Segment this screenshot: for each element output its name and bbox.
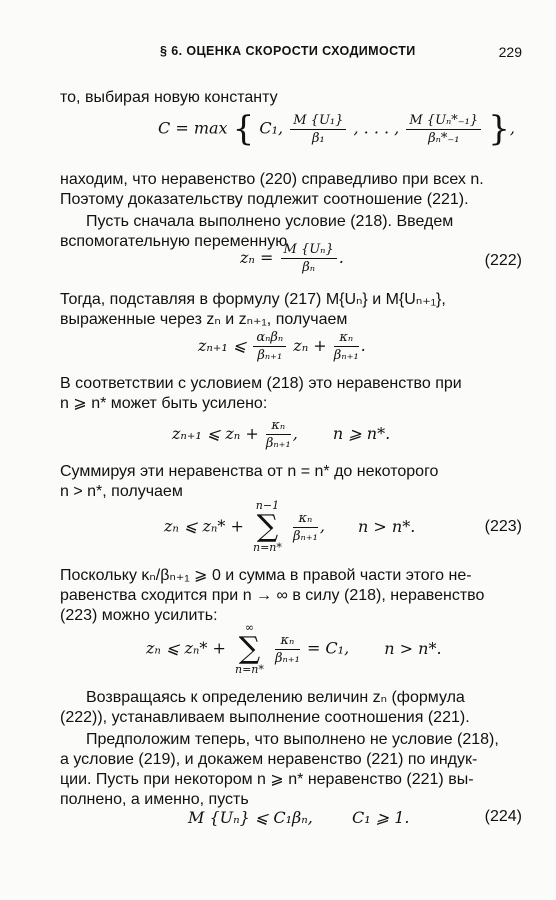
formula-text: zₙ ⩽ zₙ* +: [146, 638, 226, 658]
paragraph-line: то, выбирая новую константу: [60, 89, 278, 106]
paragraph-line: (223) можно усилить:: [60, 607, 218, 624]
formula-text: ,: [292, 424, 298, 443]
equation-number: (224): [484, 808, 522, 825]
summation: [235, 622, 264, 676]
formula-condition: n ⩾ n*.: [332, 424, 391, 443]
formula-text: zₙ₊₁ ⩽: [198, 336, 247, 355]
formula-text: ,: [319, 516, 325, 536]
equation-number: (223): [484, 518, 522, 535]
fraction: [275, 633, 300, 666]
paragraph-line: выраженные через zₙ и zₙ₊₁, получаем: [60, 311, 348, 328]
formula-condition: C₁ ⩾ 1.: [351, 808, 410, 827]
fraction: [334, 330, 359, 363]
right-brace: }: [488, 109, 510, 149]
paragraph-line: равенства сходится при n → ∞ в силу (218), неравенство: [60, 587, 485, 604]
left-brace: {: [232, 109, 255, 149]
running-head: § 6. ОЦЕНКА СКОРОСТИ СХОДИМОСТИ: [160, 44, 416, 58]
sum-lower-limit: n=n*: [235, 663, 264, 676]
fraction: [290, 113, 346, 146]
paragraph-line: находим, что неравенство (220) справедливо при всех n.: [60, 171, 484, 188]
formula-text: zₙ₊₁ ⩽ zₙ +: [172, 424, 259, 443]
sigma-icon: ∑: [256, 509, 279, 544]
fraction-denominator: β₁: [311, 130, 325, 146]
paragraph-line: Пусть сначала выполнено условие (218). Введем: [86, 213, 454, 230]
fraction-denominator: βₙ*₋₁: [428, 130, 460, 146]
paragraph-line: Поскольку κₙ/βₙ₊₁ ⩾ 0 и сумма в правой части этого не-: [60, 567, 472, 584]
fraction-numerator: κₙ: [293, 511, 318, 528]
fraction-denominator: βₙ₊₁: [274, 650, 300, 666]
fraction-numerator: M {Uₙ*₋₁}: [406, 113, 481, 130]
sigma-icon: ∑: [238, 631, 261, 666]
fraction-numerator: αₙβₙ: [253, 330, 286, 347]
paragraph-line: n > n*, получаем: [60, 483, 183, 500]
paragraph-line: n ⩾ n* может быть усилено:: [60, 395, 268, 412]
sum-upper-limit: ∞: [244, 621, 255, 634]
formula-text: .: [360, 336, 366, 355]
formula-text: zₙ =: [240, 248, 274, 267]
fraction-numerator: M {U₁}: [290, 113, 346, 130]
paragraph-line: Предположим теперь, что выполнено не условие (218),: [86, 731, 499, 748]
formula-text: C₁,: [259, 118, 284, 138]
formula-text: zₙ +: [293, 336, 327, 355]
equation-number: (222): [484, 252, 522, 269]
paragraph-line: В соответствии с условием (218) это неравенство при: [60, 375, 462, 392]
sum-upper-limit: n−1: [255, 499, 280, 512]
formula-text: = C₁,: [306, 638, 350, 658]
fraction-denominator: βₙ: [302, 260, 315, 275]
fraction-numerator: κₙ: [334, 330, 359, 347]
formula-text: zₙ ⩽ zₙ* +: [164, 516, 244, 536]
fraction-numerator: M {Uₙ}: [281, 242, 337, 259]
page-number: 229: [498, 44, 522, 60]
fraction: [266, 418, 291, 451]
paragraph-line: полнено, а именно, пусть: [60, 791, 249, 808]
fraction: [253, 330, 286, 363]
paragraph-line: Тогда, подставляя в формулу (217) M{Uₙ} и M{Uₙ₊₁},: [60, 291, 446, 308]
paragraph-line: (222)), устанавливаем выполнение соотношения (221).: [60, 709, 470, 726]
paragraph-line: ции. Пусть при некотором n ⩾ n* неравенство (221) вы-: [60, 771, 474, 788]
formula-text: .: [338, 248, 344, 267]
formula-text: , . . . ,: [353, 118, 400, 138]
sum-lower-limit: n=n*: [253, 541, 282, 554]
fraction: [281, 242, 337, 275]
fraction: [406, 113, 481, 146]
fraction-denominator: βₙ₊₁: [265, 436, 291, 451]
fraction-denominator: βₙ₊₁: [333, 348, 359, 363]
paragraph-line: Суммируя эти неравенства от n = n* до некоторого: [60, 463, 439, 480]
page-header: [0, 44, 556, 64]
formula-condition: n > n*.: [358, 516, 416, 536]
paragraph-line: Поэтому доказательству подлежит соотношение (221).: [60, 191, 469, 208]
paragraph-line: а условие (219), и докажем неравенство (221) по индук-: [60, 751, 478, 768]
fraction-numerator: κₙ: [266, 418, 291, 435]
paragraph-line: Возвращаясь к определению величин zₙ (формула: [86, 689, 465, 706]
formula-text: M {Uₙ} ⩽ C₁βₙ,: [188, 808, 313, 827]
formula-text: ,: [509, 118, 515, 138]
fraction-denominator: βₙ₊₁: [292, 528, 318, 544]
fraction-numerator: κₙ: [275, 633, 300, 650]
fraction: [293, 511, 318, 544]
fraction-denominator: βₙ₊₁: [257, 348, 283, 363]
formula-condition: n > n*.: [384, 638, 442, 658]
summation: [253, 500, 282, 554]
formula-text: C = max: [158, 118, 228, 138]
paragraph-line: вспомогательную переменную: [60, 233, 288, 250]
